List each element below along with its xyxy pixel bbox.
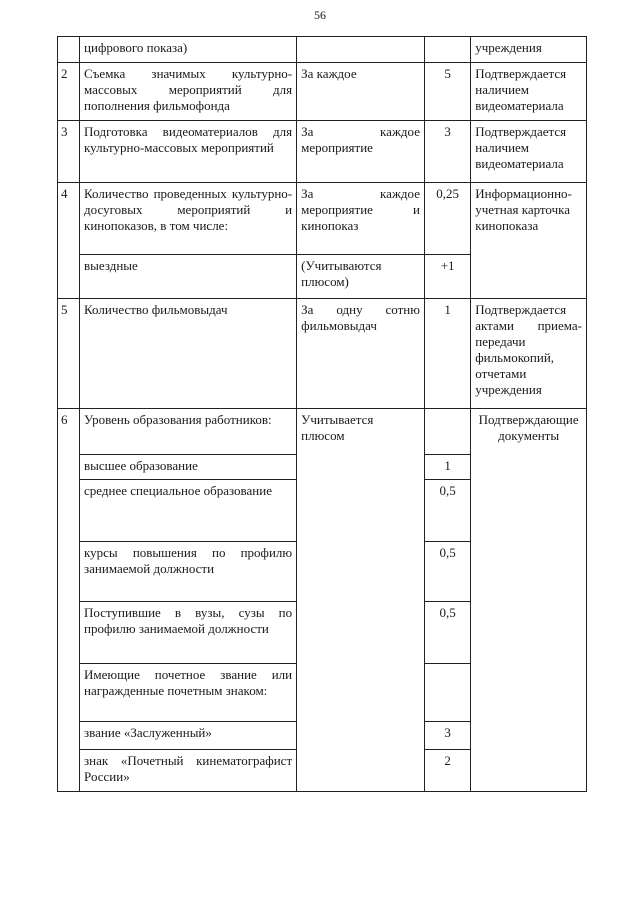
row-number (58, 664, 80, 722)
indicator-name: Количество фильмовыдач (80, 299, 297, 409)
unit-cell (297, 750, 425, 792)
indicator-name: Уровень образования работников: (80, 409, 297, 455)
points-cell: 3 (424, 121, 470, 183)
table-row (58, 255, 587, 299)
row-number (58, 455, 80, 480)
confirmation-cell (471, 480, 587, 542)
unit-cell (297, 455, 425, 480)
points-cell: 0,5 (424, 542, 470, 602)
unit-cell: За каждое мероприятие и кинопоказ (297, 183, 425, 255)
unit-cell: За каждое мероприятие (297, 121, 425, 183)
table-row (58, 299, 587, 409)
indicator-name: Подготовка видеоматериалов для культурно-массовых мероприятий (80, 121, 297, 183)
points-cell: 0,5 (424, 602, 470, 664)
confirmation-cell (471, 750, 587, 792)
row-number: 6 (58, 409, 80, 455)
points-cell: 0,5 (424, 480, 470, 542)
points-cell: 0,25 (424, 183, 470, 255)
confirmation-cell (471, 602, 587, 664)
points-cell (424, 664, 470, 722)
unit-cell (297, 722, 425, 750)
table-row (58, 121, 587, 183)
confirmation-cell: учреждения (471, 37, 587, 63)
row-number (58, 37, 80, 63)
unit-cell (297, 37, 425, 63)
row-number: 4 (58, 183, 80, 255)
row-number (58, 602, 80, 664)
unit-cell: (Учитываются плюсом) (297, 255, 425, 299)
points-cell: 1 (424, 455, 470, 480)
page-number: 56 (314, 8, 326, 22)
indicator-name: Количество проведенных культурно-досуговых мероприятий и кинопоказов, в том числе: (80, 183, 297, 255)
indicator-name: Съемка значимых культурно-массовых мероприятий для пополнения фильмофонда (80, 63, 297, 121)
row-number (58, 255, 80, 299)
row-number: 2 (58, 63, 80, 121)
indicator-name: Имеющие почетное звание или награжденные почетным знаком: (80, 664, 297, 722)
confirmation-cell (471, 664, 587, 722)
indicator-name: среднее специальное образование (80, 480, 297, 542)
table-row (58, 37, 587, 63)
criteria-table (57, 36, 587, 792)
points-cell: 5 (424, 63, 470, 121)
indicator-name: курсы повышения по профилю занимаемой должности (80, 542, 297, 602)
row-number (58, 542, 80, 602)
unit-cell (297, 664, 425, 722)
confirmation-cell (471, 722, 587, 750)
table-row (58, 63, 587, 121)
unit-cell: Учитывается плюсом (297, 409, 425, 455)
table-row (58, 750, 587, 792)
points-cell: 1 (424, 299, 470, 409)
row-number: 5 (58, 299, 80, 409)
table-row (58, 455, 587, 480)
row-number (58, 722, 80, 750)
indicator-name: Поступившие в вузы, сузы по профилю занимаемой должности (80, 602, 297, 664)
table-row (58, 183, 587, 255)
table-row (58, 602, 587, 664)
confirmation-cell: Подтверждающие документы (471, 409, 587, 455)
row-number: 3 (58, 121, 80, 183)
table-row (58, 542, 587, 602)
unit-cell: За каждое (297, 63, 425, 121)
points-cell: 2 (424, 750, 470, 792)
points-cell: +1 (424, 255, 470, 299)
indicator-name: выездные (80, 255, 297, 299)
row-number (58, 480, 80, 542)
points-cell (424, 409, 470, 455)
confirmation-cell: Подтверждается актами приема-передачи фильмокопий, отчетами учреждения (471, 299, 587, 409)
unit-cell (297, 542, 425, 602)
table-row (58, 664, 587, 722)
confirmation-cell (471, 455, 587, 480)
confirmation-cell (471, 542, 587, 602)
indicator-name: высшее образование (80, 455, 297, 480)
confirmation-cell: Подтверждается наличием видеоматериала (471, 63, 587, 121)
indicator-name: звание «Заслуженный» (80, 722, 297, 750)
indicator-name: знак «Почетный кинематографист России» (80, 750, 297, 792)
unit-cell (297, 480, 425, 542)
confirmation-cell: Информационно-учетная карточка кинопоказа (471, 183, 587, 255)
table-row (58, 480, 587, 542)
confirmation-cell (471, 255, 587, 299)
row-number (58, 750, 80, 792)
table-row (58, 722, 587, 750)
points-cell (424, 37, 470, 63)
unit-cell (297, 602, 425, 664)
confirmation-cell: Подтверждается наличием видеоматериала (471, 121, 587, 183)
indicator-name: цифрового показа) (80, 37, 297, 63)
table-row (58, 409, 587, 455)
points-cell: 3 (424, 722, 470, 750)
unit-cell: За одну сотню фильмовыдач (297, 299, 425, 409)
